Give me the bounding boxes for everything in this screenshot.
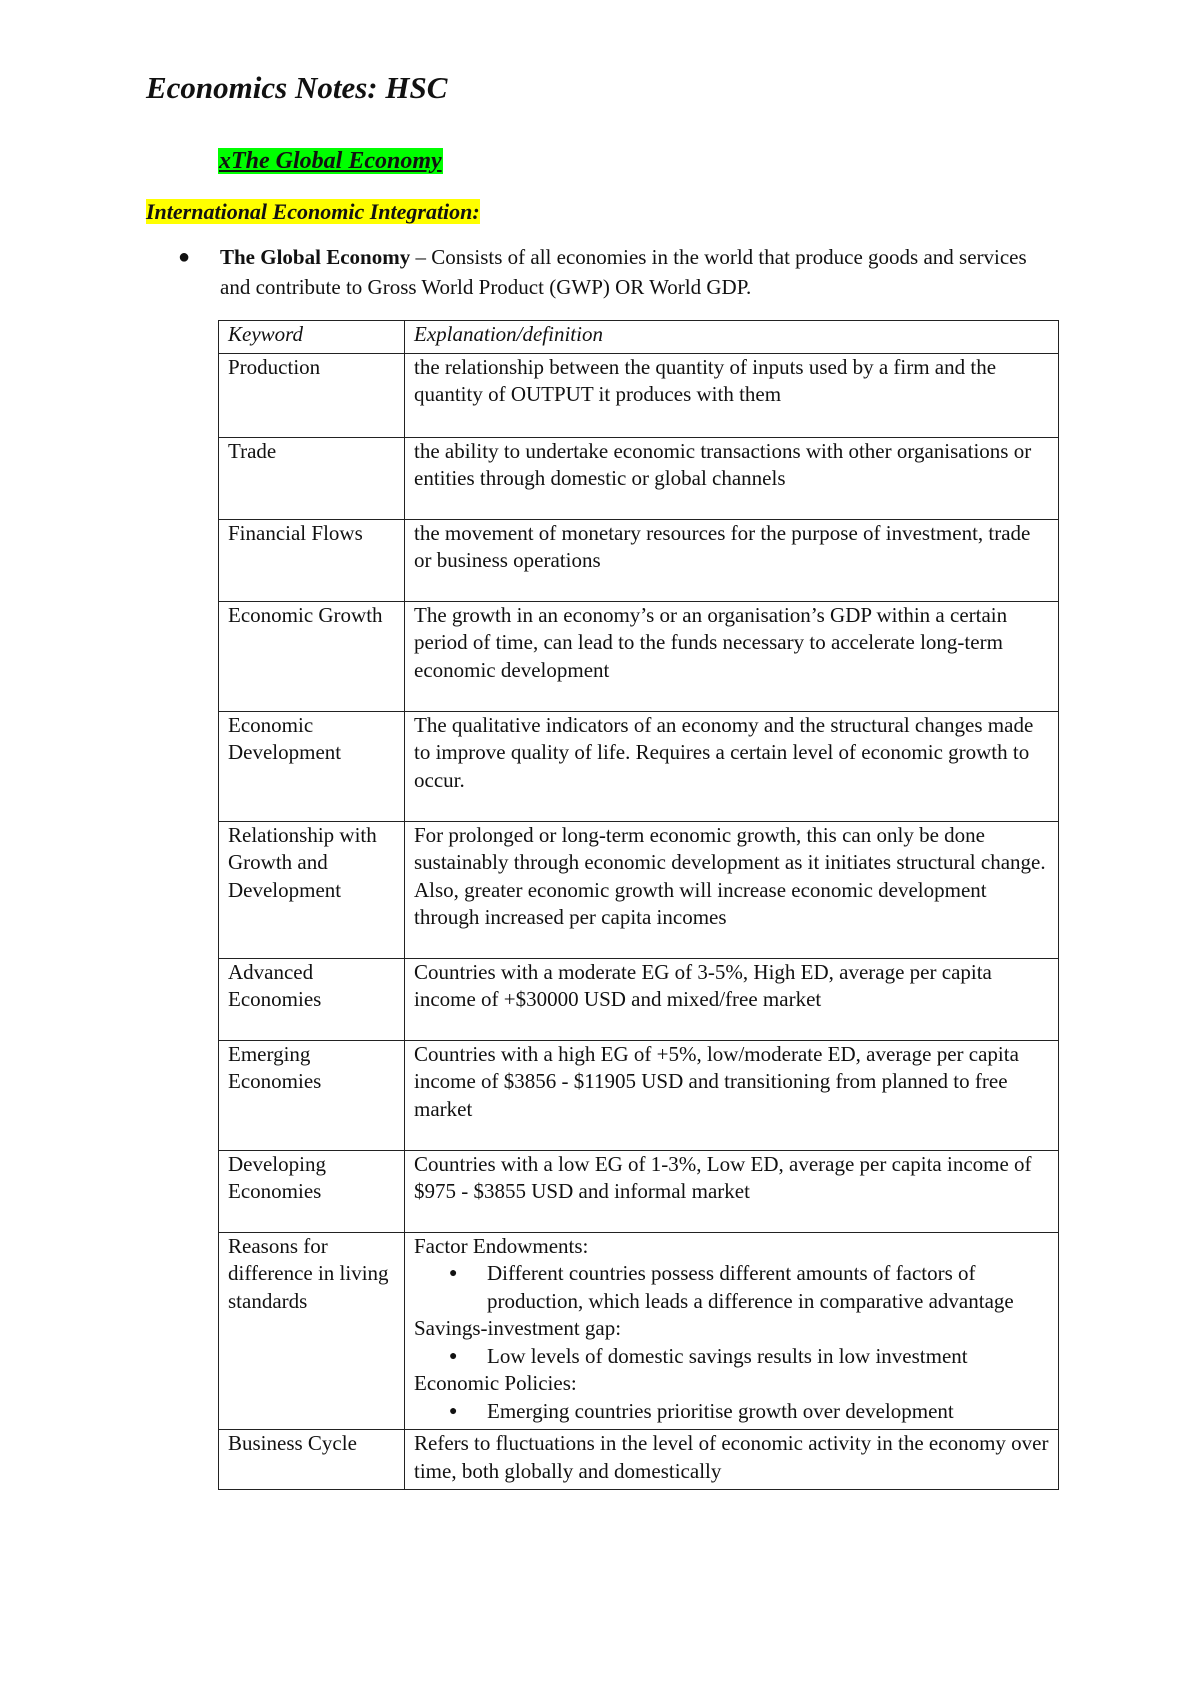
header-keyword: Keyword <box>219 321 405 354</box>
definition-cell: the movement of monetary resources for the purpose of investment, trade or business operations <box>405 519 1059 601</box>
keywords-table <box>218 320 1059 1490</box>
keyword-cell: Emerging Economies <box>219 1040 405 1150</box>
definition-cell: Refers to fluctuations in the level of economic activity in the economy over time, both globally and domestically <box>405 1430 1059 1490</box>
table-row-reasons <box>219 1232 1059 1430</box>
group-label-factor-endowments: Factor Endowments: <box>414 1233 589 1258</box>
section-heading <box>218 146 443 176</box>
table-row <box>219 353 1059 437</box>
keyword-cell: Economic Growth <box>219 601 405 711</box>
definition-cell: The qualitative indicators of an economy and the structural changes made to improve quality of life. Requires a certain level of economic growth to occur. <box>405 711 1059 821</box>
bullet-list <box>414 1343 1050 1371</box>
definition-cell: the ability to undertake economic transactions with other organisations or entities through domestic or global channels <box>405 437 1059 519</box>
definition-cell: For prolonged or long-term economic growth, this can only be done sustainably through economic development as it initiates structural change. Also, greater economic growth will increase economic development through increased per capita incomes <box>405 821 1059 958</box>
list-item: ● Low levels of domestic savings results in low investment <box>487 1343 1050 1371</box>
bullet-icon: ● <box>178 246 191 268</box>
intro-paragraph <box>178 242 1058 302</box>
keyword-cell: Advanced Economies <box>219 958 405 1040</box>
intro-definition: – Consists of all economies in the world that produce goods and services and contribute to Gross World Product (GWP) OR World GDP. <box>220 245 1027 299</box>
table-row <box>219 519 1059 601</box>
table-row <box>219 601 1059 711</box>
table-row <box>219 821 1059 958</box>
keyword-cell: Relationship with Growth and Development <box>219 821 405 958</box>
subheading-text: International Economic Integration: <box>146 199 480 224</box>
definition-cell <box>405 1232 1059 1430</box>
definition-cell: the relationship between the quantity of inputs used by a firm and the quantity of OUTPUT it produces with them <box>405 353 1059 437</box>
definition-cell: Countries with a low EG of 1-3%, Low ED, average per capita income of $975 - $3855 USD and informal market <box>405 1150 1059 1232</box>
intro-term: The Global Economy <box>220 245 411 269</box>
keyword-cell: Business Cycle <box>219 1430 405 1490</box>
intro-text <box>220 242 1058 302</box>
list-item: ● Emerging countries prioritise growth over development <box>487 1398 1050 1426</box>
keyword-cell: Production <box>219 353 405 437</box>
keyword-cell: Developing Economies <box>219 1150 405 1232</box>
keyword-cell: Trade <box>219 437 405 519</box>
subheading <box>146 198 480 226</box>
group-label-economic-policies: Economic Policies: <box>414 1371 577 1395</box>
table-row <box>219 1150 1059 1232</box>
keyword-cell: Reasons for difference in living standards <box>219 1232 405 1430</box>
table-row <box>219 1040 1059 1150</box>
keyword-cell: Financial Flows <box>219 519 405 601</box>
list-item: ● Different countries possess different amounts of factors of production, which leads a difference in comparative advantage <box>487 1260 1050 1315</box>
bullet-list <box>414 1260 1050 1315</box>
definition-cell: Countries with a high EG of +5%, low/moderate ED, average per capita income of $3856 - $11905 USD and transitioning from planned to free market <box>405 1040 1059 1150</box>
group-label-savings-investment-gap: Savings-investment gap: <box>414 1316 622 1340</box>
table-row <box>219 1430 1059 1490</box>
definition-cell: Countries with a moderate EG of 3-5%, High ED, average per capita income of +$30000 USD and mixed/free market <box>405 958 1059 1040</box>
table-header-row <box>219 321 1059 354</box>
keyword-cell: Economic Development <box>219 711 405 821</box>
definition-cell: The growth in an economy’s or an organisation’s GDP within a certain period of time, can lead to the funds necessary to accelerate long-term economic development <box>405 601 1059 711</box>
table-row <box>219 437 1059 519</box>
table-row <box>219 958 1059 1040</box>
bullet-list <box>414 1398 1050 1426</box>
section-heading-text: xThe Global Economy <box>219 148 442 174</box>
header-definition: Explanation/definition <box>405 321 1059 354</box>
document-title: Economics Notes: HSC <box>146 70 448 105</box>
table-row <box>219 711 1059 821</box>
